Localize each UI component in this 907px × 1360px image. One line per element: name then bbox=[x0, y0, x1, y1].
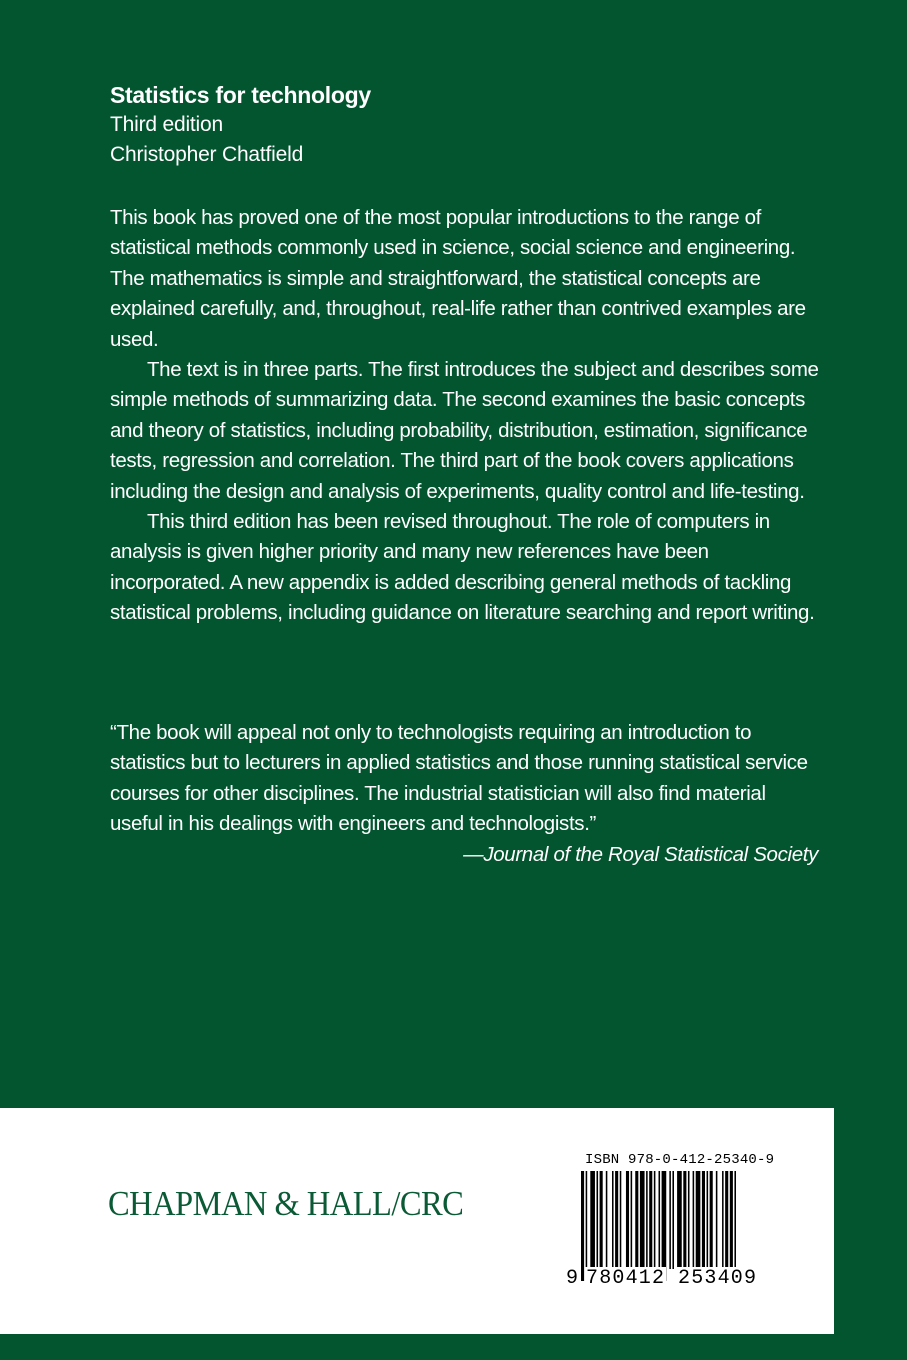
barcode bbox=[565, 1152, 775, 1302]
book-header bbox=[110, 80, 830, 170]
barcode-bar bbox=[626, 1171, 629, 1269]
barcode-bar bbox=[677, 1171, 682, 1269]
barcode-bar bbox=[734, 1171, 736, 1281]
barcode-bar bbox=[612, 1171, 614, 1269]
barcode-bar bbox=[654, 1171, 656, 1269]
barcode-bar bbox=[716, 1171, 718, 1269]
footer-panel bbox=[0, 1108, 834, 1334]
barcode-bar bbox=[586, 1171, 588, 1281]
review-attribution: —Journal of the Royal Statistical Society bbox=[463, 842, 818, 866]
barcode-bar bbox=[672, 1171, 674, 1269]
book-title: Statistics for technology bbox=[110, 82, 371, 108]
barcode-bar bbox=[646, 1171, 648, 1269]
barcode-bar bbox=[640, 1171, 645, 1269]
barcode-bar bbox=[696, 1171, 701, 1269]
barcode-bar bbox=[662, 1171, 667, 1281]
barcode-bar bbox=[688, 1171, 690, 1269]
barcode-bar bbox=[710, 1171, 713, 1269]
barcode-bar bbox=[659, 1171, 661, 1281]
book-author: Christopher Chatfield bbox=[110, 143, 304, 166]
review-quote bbox=[110, 718, 822, 870]
book-description bbox=[110, 203, 822, 629]
barcode-bar bbox=[693, 1171, 695, 1269]
barcode-bar bbox=[615, 1171, 618, 1269]
description-paragraph: This third edition has been revised throughout. The role of computers in analysis is given higher priority and many new references have been incorporated. A new appendix is added describing general methods of tackling statistical problems, including guidance on literature searching and report writing. bbox=[110, 510, 815, 625]
barcode-bar bbox=[590, 1171, 595, 1269]
barcode-bar bbox=[702, 1171, 705, 1269]
barcode-bar bbox=[683, 1171, 686, 1269]
barcode-bar bbox=[725, 1171, 728, 1269]
barcode-left-digits: 780412 bbox=[586, 1267, 666, 1290]
barcode-bar bbox=[722, 1171, 724, 1269]
barcode-bar bbox=[606, 1171, 608, 1269]
barcode-first-digit: 9 bbox=[566, 1267, 579, 1290]
barcode-digits bbox=[565, 1267, 770, 1295]
barcode-bars bbox=[565, 1171, 770, 1281]
publisher-name: CHAPMAN & HALL/CRC bbox=[108, 1184, 464, 1223]
description-paragraph: This book has proved one of the most popular introductions to the range of statistical methods commonly used in science, social science and engineering. The mathematics is simple and straightforward, the statistical concepts are explained carefully, and, throughout, real-life rather than contrived examples are used. bbox=[110, 206, 806, 351]
barcode-bar bbox=[600, 1171, 603, 1269]
barcode-bar bbox=[649, 1171, 652, 1269]
barcode-bar bbox=[597, 1171, 599, 1269]
barcode-bar bbox=[730, 1171, 733, 1269]
description-paragraph: The text is in three parts. The first introduces the subject and describes some simple methods of summarizing data. The second examines the basic concepts and theory of statistics, including probability, distribution, estimation, significance tests, regression and correlation. The third part of the book covers applications including the design and analysis of experiments, quality control and life-testing. bbox=[110, 358, 819, 503]
barcode-bar bbox=[631, 1171, 633, 1269]
barcode-bar bbox=[707, 1171, 709, 1269]
barcode-bar bbox=[581, 1171, 584, 1281]
barcode-right-digits: 253409 bbox=[678, 1267, 758, 1290]
review-quote-text: “The book will appeal not only to technologists requiring an introduction to statistics but to lecturers in applied statistics and those running statistical service courses for other disciplines. The industrial statistician will also find material useful in his dealings with engineers and technologists.” bbox=[110, 721, 808, 836]
barcode-bar bbox=[620, 1171, 622, 1269]
barcode-bar bbox=[669, 1171, 671, 1269]
barcode-bar bbox=[635, 1171, 638, 1269]
book-edition: Third edition bbox=[110, 113, 223, 136]
isbn-label: ISBN 978-0-412-25340-9 bbox=[585, 1152, 775, 1168]
